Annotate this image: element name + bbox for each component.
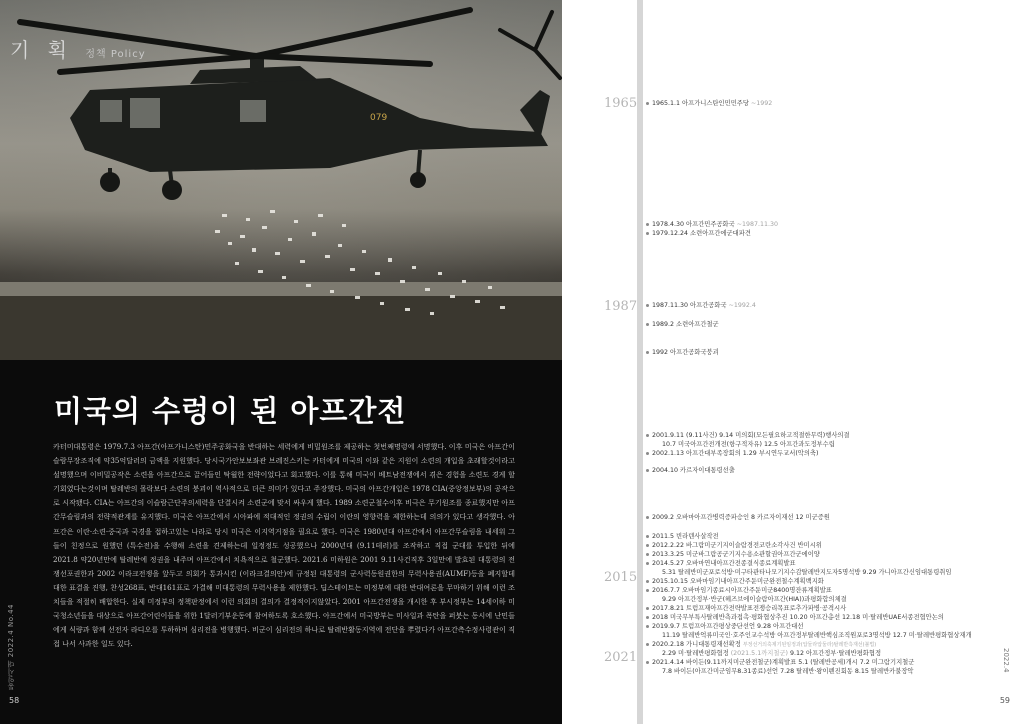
timeline-event: 1965.1.1 아프가니스탄인민민주당 ~1992: [646, 100, 772, 108]
timeline-event: 2013.3.25 미군바그람공군기지수용소관할권아프간군에이양: [646, 551, 820, 559]
timeline-event: 2019.9.7 트럼프아프간평상중단선언 9.28 아프간대선: [646, 623, 803, 631]
left-side-label: 통일시대 2022.4 No.44: [7, 604, 15, 690]
helicopter-photo: [0, 0, 562, 360]
timeline-event: 2017.8.21 트럼프재아프간전략발표전쟁승리목표로추가파병·공격시사: [646, 605, 846, 613]
bullet-dot-icon: [646, 544, 649, 547]
bullet-dot-icon: [646, 102, 649, 105]
timeline-event: 2012.2.22 바그람미군기지이슬람경전코란소각사건 반미시위: [646, 542, 822, 550]
bullet-dot-icon: [646, 535, 649, 538]
svg-text:079: 079: [370, 113, 388, 123]
year-label: 2021: [604, 650, 638, 665]
timeline-event: 10.7 미국아프간전개전(항구적자유) 12.5 아프간과도정부수립: [662, 441, 835, 448]
right-page: [562, 0, 1024, 724]
bullet-dot-icon: [646, 452, 649, 455]
timeline-event: 2009.2 오바마아프간병력증파승인 8 카르자이재선 12 미군증원: [646, 514, 830, 522]
bullet-dot-icon: [646, 434, 649, 437]
section-kiwi: 기 획: [10, 38, 73, 62]
year-label: 1987: [604, 299, 638, 314]
section-label: [10, 34, 146, 63]
timeline-event: 11.19 탈레반억류미국인·호주인교수석방 아프간정부탈레반핵심조직원포로3명석방 12.7 미·탈레반평화협상재개: [662, 632, 972, 639]
bullet-dot-icon: [646, 616, 649, 619]
bullet-dot-icon: [646, 323, 649, 326]
bullet-dot-icon: [646, 625, 649, 628]
bullet-dot-icon: [646, 223, 649, 226]
timeline-event: 1978.4.30 아프간민주공화국 ~1987.11.30: [646, 221, 778, 229]
page-number-left: 58: [9, 696, 20, 705]
bullet-dot-icon: [646, 351, 649, 354]
timeline-event: 1992 아프간공화국붕괴: [646, 349, 719, 357]
bullet-dot-icon: [646, 607, 649, 610]
year-label: 1965: [604, 96, 638, 111]
bullet-dot-icon: [646, 661, 649, 664]
bullet-dot-icon: [646, 516, 649, 519]
timeline-event: 2014.5.27 오바마연내아프간전종결식종료계획발표: [646, 560, 796, 568]
page-number-right: 59: [999, 696, 1010, 705]
timeline-event: 2021.4.14 바이든(9.11까지미군완전철군)계획발표 5.1 (탈레반공세)개시 7.2 미그람기지철군: [646, 659, 914, 667]
timeline-event: 5.31 탈레반미군포로석방·미구타관타나모기지수감탈레반지도자5명석방 9.29 가니아프간신임대통령취임: [662, 569, 952, 576]
timeline-event: 2002.1.13 아프간대부족장회의 1.29 부시연두교서(악의축): [646, 450, 818, 458]
timeline-event: 2015.10.15 오바마임기내아프간주둔미군완전철수계획백지화: [646, 578, 824, 586]
bullet-dot-icon: [646, 469, 649, 472]
timeline-event: 1989.2 소련아프간철군: [646, 321, 719, 329]
bullet-dot-icon: [646, 580, 649, 583]
timeline-event: 7.8 바이든(아프간미군임무8.31종료)선언 7.28 탈레반·왕이펜진회동 8.15 탈레반카불장악: [662, 668, 914, 675]
right-side-label: 2022.4: [1002, 648, 1010, 673]
timeline-event: 2.29 미·탈레반평화협정 (2021.5.1까지철군) 9.12 아프간정부·탈레반평화협정: [662, 650, 882, 657]
timeline-event: 1979.12.24 소련아프간에군대파견: [646, 230, 751, 238]
bullet-dot-icon: [646, 643, 649, 646]
bullet-dot-icon: [646, 304, 649, 307]
article-headline: 미국의 수렁이 된 아프간전: [54, 394, 407, 428]
timeline-event: 2004.10 카르자이대통령선출: [646, 467, 735, 475]
timeline-event: 2020.2.18 가니대통령재선확정 부정선거의혹제기된임정과(압둘라압둘라)탈레반측재선(불법): [646, 641, 876, 649]
timeline-event: 2018 미국무부특사탈레반측과접촉·평화협상추진 10.20 아프간총선 12.18 미·탈레반UAE서종전협안논의: [646, 614, 944, 622]
bullet-dot-icon: [646, 232, 649, 235]
article-body: 카터미대통령은 1979.7.3 아프간(아프가니스탄)민주공화국을 반대하는 세력에게 비밀원조를 제공하는 첫번째명령에 서명했다. 이후 미국은 아프간이슬람무장조직에 약35억달러의 금액을 지원했다. 당시국가안보보좌관 브레진스키는 카터에게 미국의 이와 같은 지원이 소련의 개입을 초래할것이라고 설명했으며 이비밀공작은 소련을 아프간으로 끌어들인 탁월한 전략이었다고 회고했다. 이를 통해 미국이 베트남전쟁에서 겪은 경험을 소련도 경게 할 기회였다는것이며 탈레반의 몰락보다 소련의 붕괴이 역사적으로 더큰 의미가 있다고 주장했다. 미국의 아프간개입은 1978 CIA(중앙정보부)의 공작으로 시작됐다. CIA는 아프간의 이슬람근단주의세력을 단결시켜 소련군에 맞서 싸우게 했다. 1989 소련군철수이후 비극은 무기원조를 종료했지만 아프간무슬림과의 전략적관계를 유지했다. 미국은 아프간에서 시아파에 적대적인 정권의 수립이 이란의 영향력을 제한하는데 의의가 있다고 생각했다. 아프간은 이란·소련·중국과 국경을 접하고있는 나라로 당시 미국은 이지역거점을 필요로 했다. 미국은 1980년대 아프간에서 아프간무슬림을 내세워 그들이 친정으로 원했던 (특수전)을 수행해 소련을 견제하는데 일정정도 성공했으나 2000년대 (9.11테러)를 조작하고 직접 군대를 투입한 뒤에 2021.8 약20년만에 탈레반에 정권을 내주며 아프간에서 치욕적으로 철군했다. 2021.6 미하원은 2001 9.11사건직후 3일만에 발효된 대통령의 전쟁선포권한과 2002 이라크전쟁을 앞두고 의회가 통과시킨 (이라크결의안)에 규정된 대통령의 군사력동원권한의 무력사용권(AUMF)등을 폐지할데 대한 표결을 진행, 찬성268표, 반대161표로 가결해 미대통령의 무력사용을 제한했다. 딥스테이트는 미정부에 대한 반대여론을 무마하기 위해 이런 조치들을 적절히 배합한다. 실제 미정부의 정책판정에서 이런 의회의 결의가 결정적이지않았다. 2001 아프간전쟁을 개시한 후 부시정부는 14세이하 미국청소년들을 대상으로 아프간어린이들을 위한 1달러기부운동에 참여하도록 호소했다. 아프간에서 미국방부는 미사일과 폭탄을 퍼붓는 동시에 난민들에게 식량과 함께 선전자 라디오를 투하하며 심리전을 병행했다. 비군이 심리전의 하나로 탈레반활동지역에 전단을 뿌렸다가 아프간측수정사령관이 직접 나서 사과한 일도 있다.: [53, 442, 515, 649]
timeline-event: 1987.11.30 아프간공화국 ~1992.4: [646, 302, 756, 310]
bullet-dot-icon: [646, 589, 649, 592]
bullet-dot-icon: [646, 553, 649, 556]
bullet-dot-icon: [646, 562, 649, 565]
timeline-event: 2011.5 빈라덴사살작전: [646, 533, 719, 541]
timeline-line: [637, 0, 643, 724]
timeline-event: 9.29 아프간정부·반군(헤즈브에이슬람아프간(HIA))과평화합의체결: [662, 596, 847, 603]
year-label: 2015: [604, 570, 638, 585]
timeline-event: 2016.7.7 오바마임기종료시아프간주둔미군8400명잔류계획발표: [646, 587, 832, 595]
section-policy: 정책 Policy: [85, 49, 146, 60]
timeline-event: 2001.9.11 (9.11사건) 9.14 미의회(모든필요하고적절한무력)행사의결: [646, 432, 850, 440]
